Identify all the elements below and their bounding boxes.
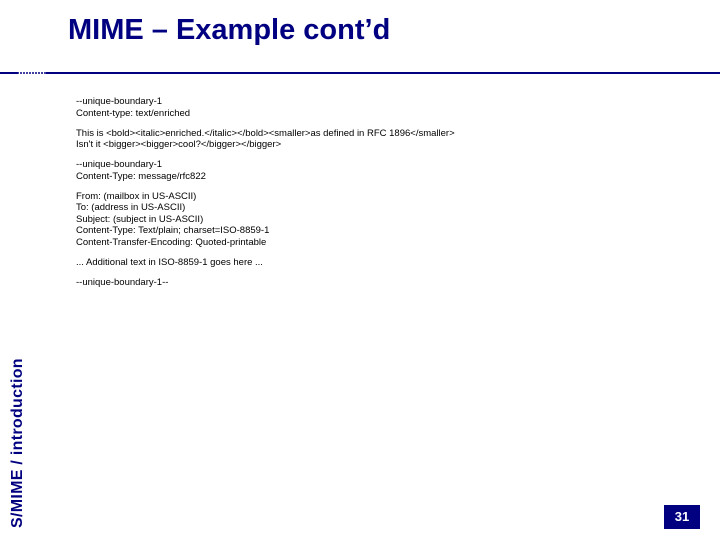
code-line: To: (address in US-ASCII): [76, 202, 186, 213]
slide-title: MIME – Example cont’d: [68, 14, 391, 46]
code-line: This is <bold><italic>enriched.</italic></bold><smaller>as defined in RFC 1896</smaller>: [76, 127, 455, 139]
code-line: ... Additional text in ISO-8859-1 goes here ...: [76, 256, 263, 268]
code-line: Content-type: text/enriched: [76, 107, 191, 119]
title-divider: [0, 72, 720, 74]
closing-boundary: [76, 277, 676, 289]
code-line: Content-Type: Text/plain; charset=ISO-8859-1: [76, 225, 270, 236]
embedded-message-headers: [76, 191, 676, 249]
embedded-message-body: [76, 257, 676, 269]
page-number: 31: [664, 505, 700, 529]
code-line: Isn't it <bigger><bigger>cool?</bigger></bigger>: [76, 139, 282, 150]
code-line: Subject: (subject in US-ASCII): [76, 213, 204, 225]
mime-example-body: [76, 96, 676, 297]
code-line: From: (mailbox in US-ASCII): [76, 190, 197, 202]
code-line: --unique-boundary-1--: [76, 276, 169, 288]
code-line: --unique-boundary-1: [76, 159, 163, 170]
enriched-text-part: [76, 128, 676, 151]
section-label: S/MIME / introduction: [9, 358, 26, 528]
code-line: Content-Transfer-Encoding: Quoted-printable: [76, 236, 267, 248]
mime-part-header: [76, 96, 676, 119]
code-line: Content-Type: message/rfc822: [76, 170, 206, 182]
code-line: --unique-boundary-1: [76, 96, 163, 107]
message-part-header: [76, 159, 676, 182]
